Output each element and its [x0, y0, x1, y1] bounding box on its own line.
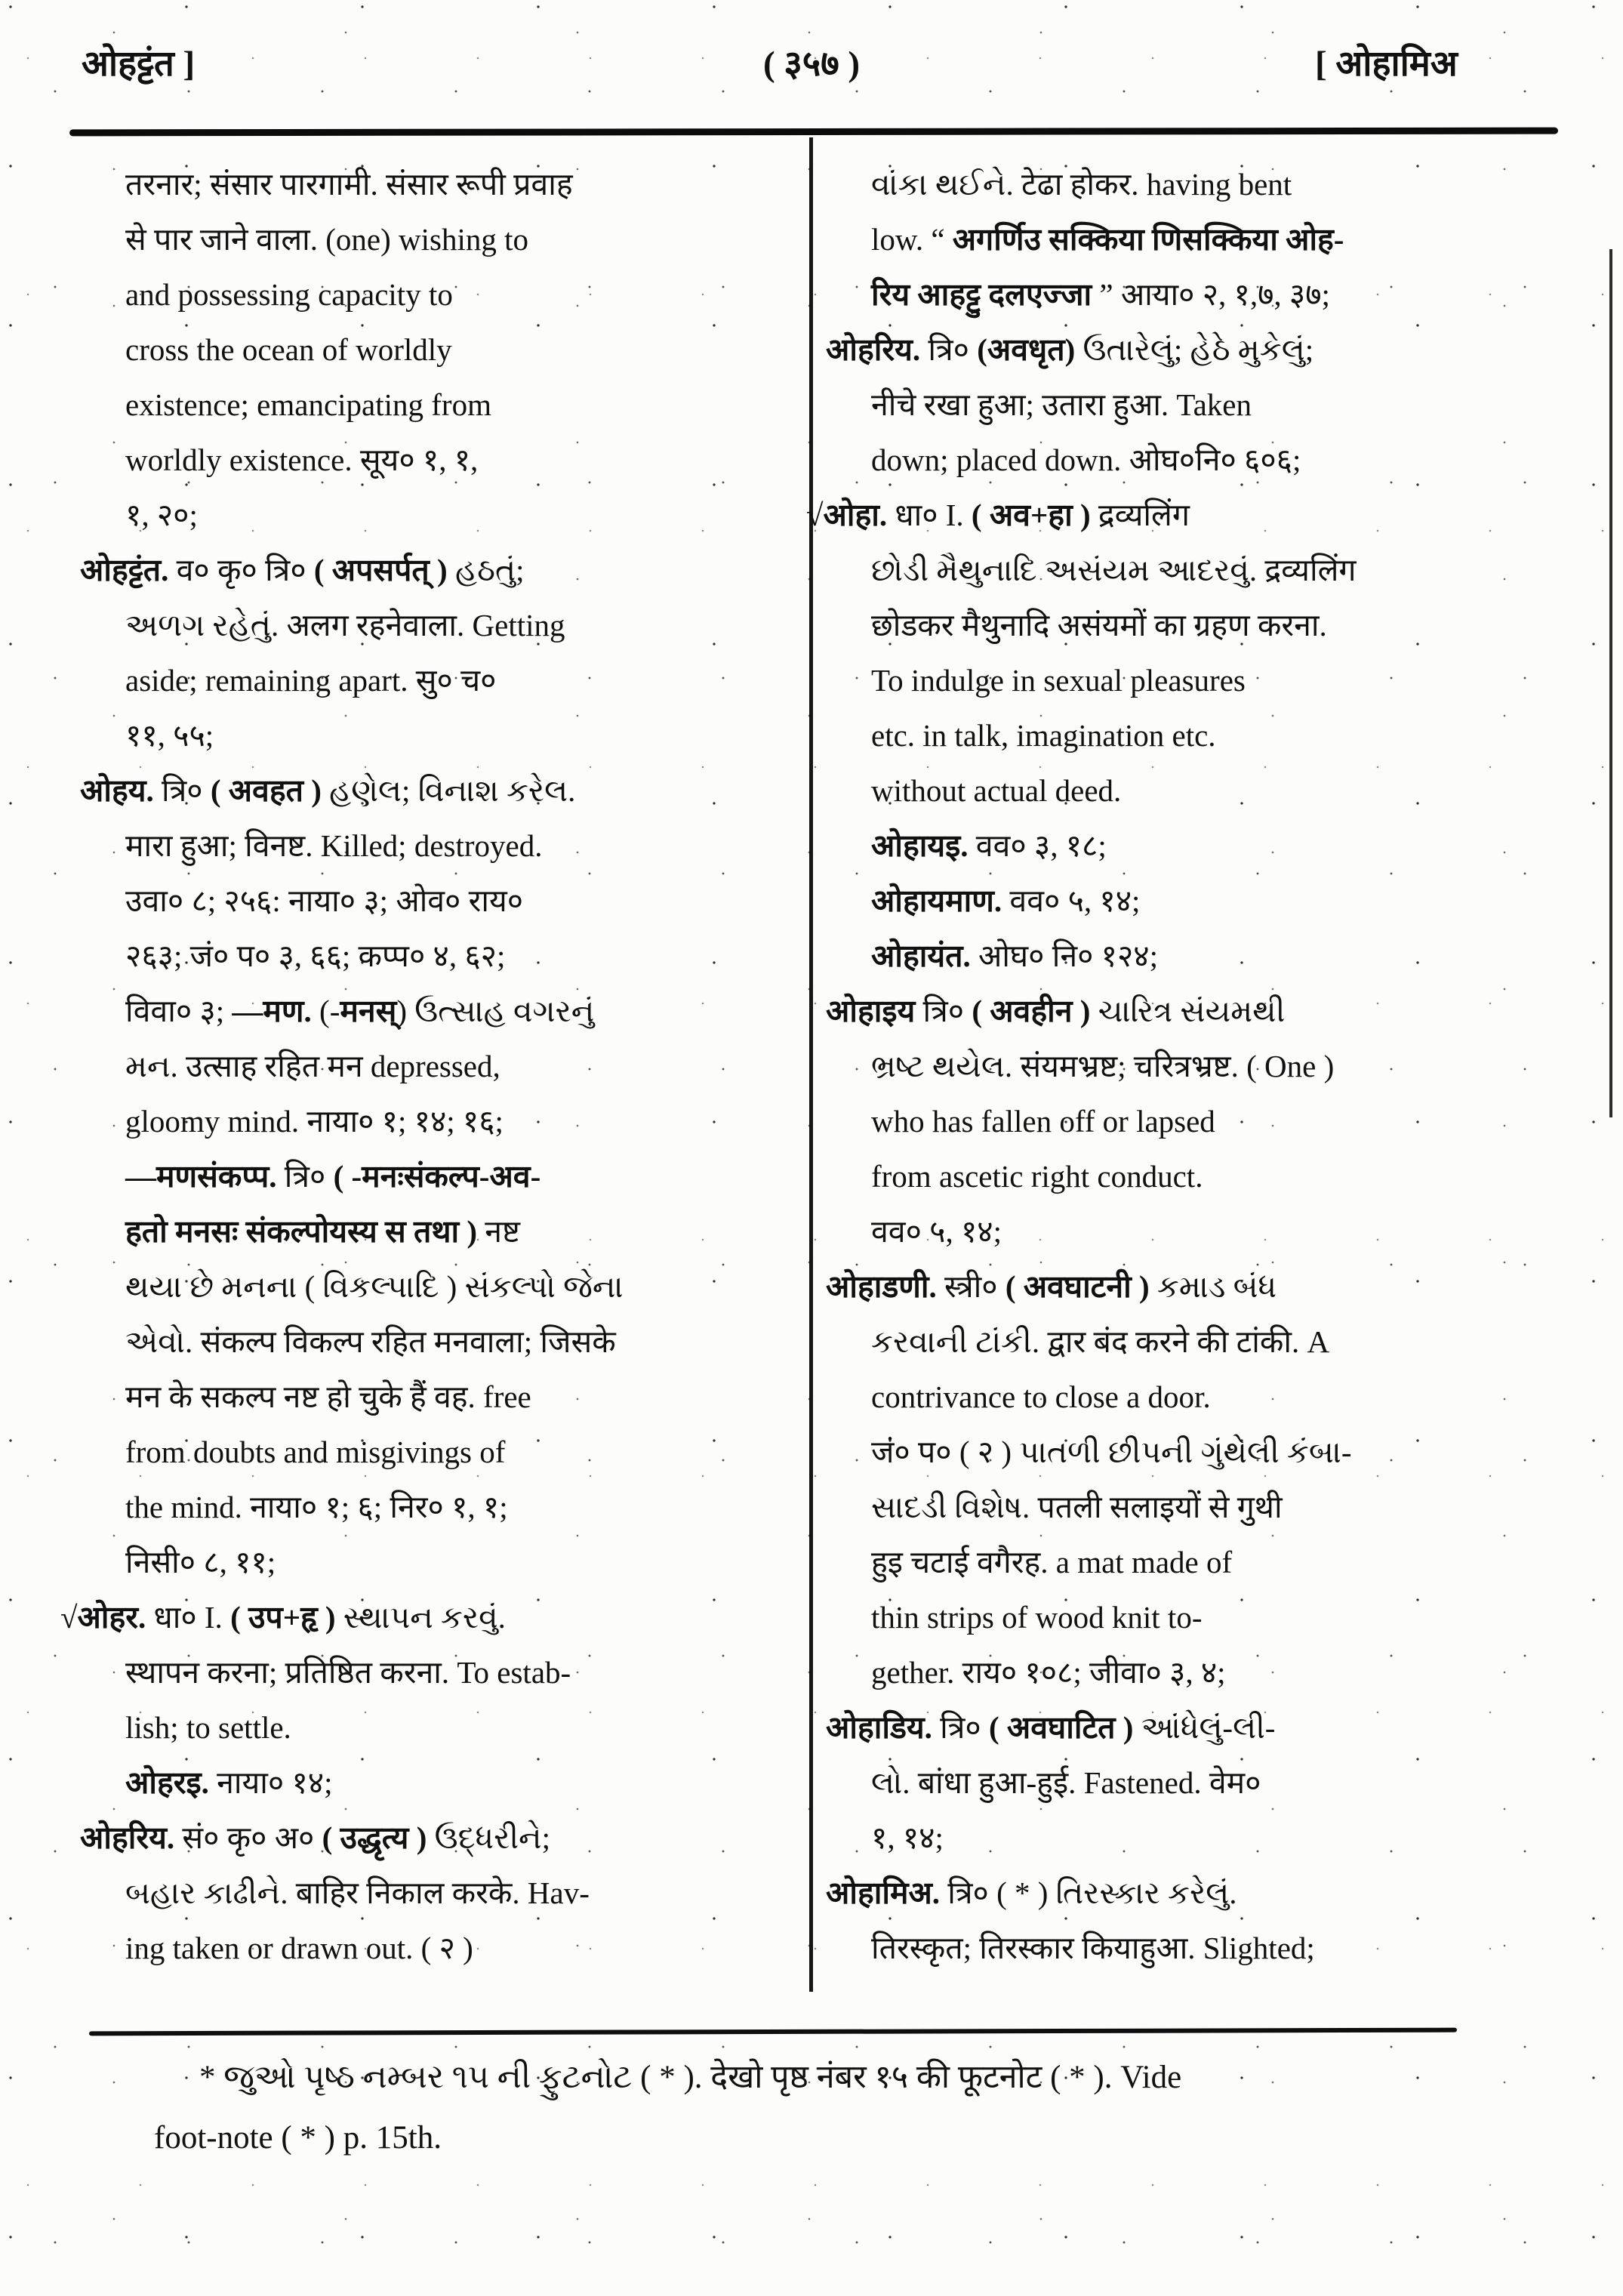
entry-text: કમાડ બંધ	[1149, 1269, 1277, 1304]
entry-text: To indulge in sexual pleasures	[871, 663, 1246, 698]
entry-text: (-	[311, 994, 340, 1028]
entry-text: from doubts and misgivings of	[125, 1435, 506, 1469]
entry-text: બહાર કાઢીને. बाहिर निकाल करके. Hav-	[125, 1875, 590, 1910]
dictionary-line	[80, 1149, 805, 1204]
entry-text: ઉતારેલું; હેઠે મુકેલું;	[1075, 332, 1314, 367]
dictionary-line	[80, 378, 805, 433]
entry-text: સ્થાપન કરવું.	[335, 1600, 506, 1635]
entry-text: त्रि०	[915, 994, 972, 1028]
headword-bold-text: ओहायंत.	[871, 938, 971, 973]
entry-text: मारा हुआ; विनष्ट. Killed; destroyed.	[125, 828, 543, 863]
headword-bold-text: ओहा.	[823, 498, 888, 532]
dictionary-line	[80, 1866, 805, 1921]
running-head-right: [ ओहामिअ	[1315, 45, 1458, 84]
entry-text: existence; emancipating from	[125, 387, 491, 422]
headword-bold-text: मनस्	[340, 994, 397, 1028]
headword-bold-text: अगर्णिउ सक्किया णिसक्किया ओह-	[952, 222, 1344, 257]
dictionary-line	[826, 1811, 1560, 1866]
headword-bold-text: ओहायमाण.	[871, 883, 1002, 918]
entry-text: वव० ३, १८;	[968, 828, 1107, 863]
dictionary-line	[80, 1645, 805, 1700]
entry-text: √	[806, 498, 824, 532]
entry-text: निसी० ८, ११;	[125, 1545, 276, 1579]
dictionary-line	[826, 818, 1560, 874]
left-column	[60, 157, 805, 1976]
entry-text: वव० ५, १४;	[871, 1214, 1002, 1249]
dictionary-line	[826, 653, 1560, 708]
entry-text: ) ઉત્સાહ વગરનું	[396, 994, 595, 1028]
entry-text: स्त्री०	[936, 1269, 1006, 1304]
dictionary-line	[826, 929, 1560, 984]
entry-text: नीचे रखा हुआ; उतारा हुआ. Taken	[871, 387, 1252, 422]
dictionary-line	[80, 1535, 805, 1590]
entry-text: low. “	[871, 222, 953, 257]
dictionary-line	[80, 1811, 805, 1866]
header-rule	[69, 128, 1558, 137]
headword-bold-text: ओहायइ.	[871, 828, 969, 863]
dictionary-line	[80, 1425, 805, 1480]
entry-text: the mind. नाया० १; ६; निर० १, १;	[125, 1490, 508, 1524]
footnote-line: * જુઓ પૃષ્ઠ નમ્બર ૧૫ ની ફુટનોટ ( * ). देखो पृष्ठ नंबर १५ की फूटनोट ( * ). Vide	[199, 2060, 1182, 2095]
headword-bold-text: ओहामिअ.	[826, 1875, 941, 1910]
entry-text: १, २०;	[125, 498, 198, 532]
dictionary-line	[826, 1535, 1560, 1590]
entry-text: त्रि० ( * ) તિરસ્કાર કરેલું.	[940, 1875, 1237, 1910]
dictionary-line	[80, 267, 805, 322]
entry-text: नाया० १४;	[208, 1765, 333, 1800]
dictionary-line	[806, 488, 1560, 543]
headword-bold-text: ओहाडणी.	[826, 1269, 937, 1304]
dictionary-line	[826, 1755, 1560, 1811]
headword-bold-text: —मणसंकप्प.	[125, 1159, 277, 1194]
dictionary-line	[826, 1866, 1560, 1921]
right-column	[806, 157, 1560, 1976]
entry-text: cross the ocean of worldly	[125, 332, 452, 367]
headword-bold-text: ओहाडिय.	[826, 1710, 932, 1745]
entry-text: ओघ० नि० १२४;	[970, 938, 1159, 973]
headword-bold-text: ओहाइय	[826, 994, 916, 1028]
entry-text: મન. उत्साह रहित मन depressed,	[125, 1049, 500, 1083]
entry-text: down; placed down. ओघ०नि० ६०६;	[871, 442, 1301, 477]
dictionary-line	[80, 212, 805, 267]
entry-text: અળગ રહેતું. अलग रहनेवाला. Getting	[125, 608, 565, 643]
entry-text: व० कृ० त्रि०	[168, 553, 314, 587]
entry-text: मन के सकल्प नष्ट हो चुके हैं वह. free	[125, 1379, 531, 1414]
entry-text: √	[60, 1600, 78, 1635]
dictionary-line	[80, 763, 805, 818]
entry-text: gether. राय० १०८; जीवा० ३, ४;	[871, 1655, 1226, 1690]
dictionary-line	[80, 818, 805, 874]
dictionary-line	[80, 929, 805, 984]
entry-text: उवा० ८; २५६: नाया० ३; ओव० राय०	[125, 883, 524, 918]
entry-text: એવો. संकल्प विकल्प रहित मनवाला; जिसके	[125, 1324, 616, 1359]
entry-text: छोडकर मैथुनादि असंयमों का ग्रहण करना.	[871, 608, 1327, 643]
footnote-line: foot-note ( * ) p. 15th.	[154, 2120, 442, 2156]
headword-bold-text: ( अवघाटित )	[989, 1710, 1134, 1745]
dictionary-line	[80, 874, 805, 929]
entry-text: धा० I.	[146, 1600, 231, 1635]
dictionary-line	[826, 984, 1560, 1039]
entry-text: त्रि०	[153, 773, 211, 808]
dictionary-line	[826, 763, 1560, 818]
dictionary-line	[826, 433, 1560, 488]
entry-text: हुइ चटाई वगैरह. a mat made of	[871, 1545, 1233, 1579]
headword-bold-text: हतो मनसः संकल्पोयस्य स तथा )	[125, 1214, 478, 1249]
running-head-left: ओहट्टंत ]	[82, 45, 196, 84]
entry-text: aside; remaining apart. सु० च०	[125, 663, 497, 698]
headword-bold-text: —मण.	[232, 994, 312, 1028]
dictionary-line	[826, 1921, 1560, 1976]
dictionary-line	[80, 1700, 805, 1755]
entry-text: without actual deed.	[871, 773, 1122, 808]
dictionary-line	[80, 543, 805, 598]
dictionary-line	[80, 1370, 805, 1425]
column-divider-rule	[809, 137, 813, 1992]
entry-text: થયા છે મનના ( વિકલ્પાદિ ) સંકલ્પો જેના	[125, 1269, 624, 1304]
dictionary-line	[826, 1480, 1560, 1535]
dictionary-line	[826, 212, 1560, 267]
headword-bold-text: ( अव+हा )	[971, 498, 1091, 532]
dictionary-line	[826, 378, 1560, 433]
dictionary-line	[80, 1921, 805, 1976]
dictionary-line	[826, 1314, 1560, 1370]
entry-text: जं० प० ( २ ) પાતળી છીપની ગુંથેલી કંબા-	[871, 1435, 1352, 1469]
page-number: ( ३५७ )	[762, 45, 861, 84]
entry-text: from ascetic right conduct.	[871, 1159, 1203, 1194]
entry-text: तिरस्कृत; तिरस्कार कियाहुआ. Slighted;	[871, 1931, 1315, 1965]
dictionary-line	[80, 1480, 805, 1535]
entry-text: worldly existence. सूय० १, १,	[125, 442, 479, 477]
headword-bold-text: ओहय.	[80, 773, 154, 808]
dictionary-line	[826, 1259, 1560, 1314]
entry-text: lish; to settle.	[125, 1710, 291, 1745]
headword-bold-text: ( अवघाटनी )	[1005, 1269, 1150, 1304]
headword-bold-text: ओहट्टंत.	[80, 553, 169, 587]
dictionary-line	[80, 1094, 805, 1149]
headword-bold-text: ( अवहीन )	[972, 994, 1091, 1028]
dictionary-line	[826, 1204, 1560, 1259]
entry-text: सं० कृ० अ०	[174, 1820, 322, 1855]
headword-bold-text: रिय आहट्टु दलएज्जा	[871, 277, 1092, 312]
dictionary-line	[80, 598, 805, 653]
dictionary-line	[80, 433, 805, 488]
entry-text: ઉદ્ધરીને;	[427, 1820, 550, 1855]
dictionary-line	[826, 1039, 1560, 1094]
headword-bold-text: ( उद्धृत्य )	[322, 1820, 427, 1855]
dictionary-line	[826, 1700, 1560, 1755]
entry-text: લો. बांधा हुआ-हुई. Fastened. वेम०	[871, 1765, 1261, 1800]
entry-text: से पार जाने वाला. (one) wishing to	[125, 222, 529, 257]
dictionary-line	[826, 543, 1560, 598]
dictionary-line	[826, 1094, 1560, 1149]
headword-bold-text: ( अपसर्पत् )	[313, 553, 448, 587]
headword-bold-text: ओहर.	[77, 1600, 146, 1635]
entry-text: આંધેલું-લી-	[1133, 1710, 1276, 1745]
dictionary-line	[80, 1755, 805, 1811]
dictionary-line	[80, 1259, 805, 1314]
entry-text: २६३; जं० प० ३, ६६; कप्प० ४, ६२;	[125, 938, 506, 973]
entry-text: who has fallen off or lapsed	[871, 1104, 1215, 1139]
entry-text: thin strips of wood knit to-	[871, 1600, 1203, 1635]
entry-text: etc. in talk, imagination etc.	[871, 718, 1216, 753]
entry-text: ing taken or drawn out. ( २ )	[125, 1931, 473, 1965]
entry-text: विवा० ३;	[125, 994, 233, 1028]
headword-bold-text: ( अवहत )	[210, 773, 322, 808]
headword-bold-text: ओहरिय.	[80, 1820, 175, 1855]
dictionary-line	[80, 1204, 805, 1259]
entry-text: ચારિત્ર સંયમથી	[1090, 994, 1286, 1028]
entry-text: કરવાની ટાંકી. द्वार बंद करने की टांकी. A	[871, 1324, 1330, 1359]
entry-text: ११, ५५;	[125, 718, 214, 753]
dictionary-line	[60, 1590, 805, 1645]
entry-text: વાંકા થઈને. टेढा होकर. having bent	[871, 167, 1292, 202]
entry-text: gloomy mind. नाया० १; १४; १६;	[125, 1104, 504, 1139]
scan-edge-artifact	[1609, 249, 1612, 1117]
entry-text: contrivance to close a door.	[871, 1379, 1211, 1414]
dictionary-line	[80, 708, 805, 763]
dictionary-line	[826, 874, 1560, 929]
dictionary-line	[80, 1039, 805, 1094]
dictionary-line	[80, 157, 805, 212]
dictionary-line	[80, 653, 805, 708]
entry-text: હઠતું;	[447, 553, 525, 587]
entry-text: तरनार; संसार पारगामी. संसार रूपी प्रवाह	[125, 167, 573, 202]
entry-text: ” आया० २, १,७, ३७;	[1092, 277, 1330, 312]
entry-text: त्रि०	[276, 1159, 334, 1194]
footnote-rule	[89, 2028, 1457, 2036]
entry-text: त्रि०	[920, 332, 978, 367]
dictionary-line	[826, 267, 1560, 322]
dictionary-line	[826, 1149, 1560, 1204]
dictionary-line	[80, 322, 805, 378]
footnote	[80, 2048, 1560, 2168]
dictionary-line	[826, 322, 1560, 378]
entry-text: द्रव्यलिंग	[1090, 498, 1190, 532]
dictionary-line	[826, 1645, 1560, 1700]
entry-text: and possessing capacity to	[125, 277, 453, 312]
entry-text: १, १४;	[871, 1820, 944, 1855]
entry-text: હણેલ; વિનાશ કરેલ.	[321, 773, 576, 808]
entry-text: સાદડી વિશેષ. पतली सलाइयों से गुथी	[871, 1490, 1283, 1524]
entry-text: नष्ट	[477, 1214, 520, 1249]
headword-bold-text: (अवधृत)	[977, 332, 1076, 367]
dictionary-line	[826, 1590, 1560, 1645]
headword-bold-text: ( -मनःसंकल्प-अव-	[333, 1159, 541, 1194]
dictionary-line	[80, 1314, 805, 1370]
dictionary-line	[826, 157, 1560, 212]
headword-bold-text: ओहरिय.	[826, 332, 921, 367]
headword-bold-text: ( उप+हृ )	[230, 1600, 336, 1635]
dictionary-line	[80, 984, 805, 1039]
entry-text: त्रि०	[932, 1710, 989, 1745]
dictionary-line	[80, 488, 805, 543]
headword-bold-text: ओहरइ.	[125, 1765, 209, 1800]
dictionary-line	[826, 1370, 1560, 1425]
entry-text: धा० I.	[887, 498, 972, 532]
entry-text: છોડી મૈથુનાદિ અસંયમ આદરવું. द्रव्यलिंग	[871, 553, 1357, 587]
dictionary-line	[826, 708, 1560, 763]
dictionary-line	[826, 598, 1560, 653]
entry-text: ભ્રષ્ટ થયેલ. संयमभ्रष्ट; चरित्रभ्रष्ट. ( One )	[871, 1049, 1335, 1083]
dictionary-line	[826, 1425, 1560, 1480]
entry-text: वव० ५, १४;	[1002, 883, 1141, 918]
entry-text: स्थापन करना; प्रतिष्ठित करना. To estab-	[125, 1655, 571, 1690]
